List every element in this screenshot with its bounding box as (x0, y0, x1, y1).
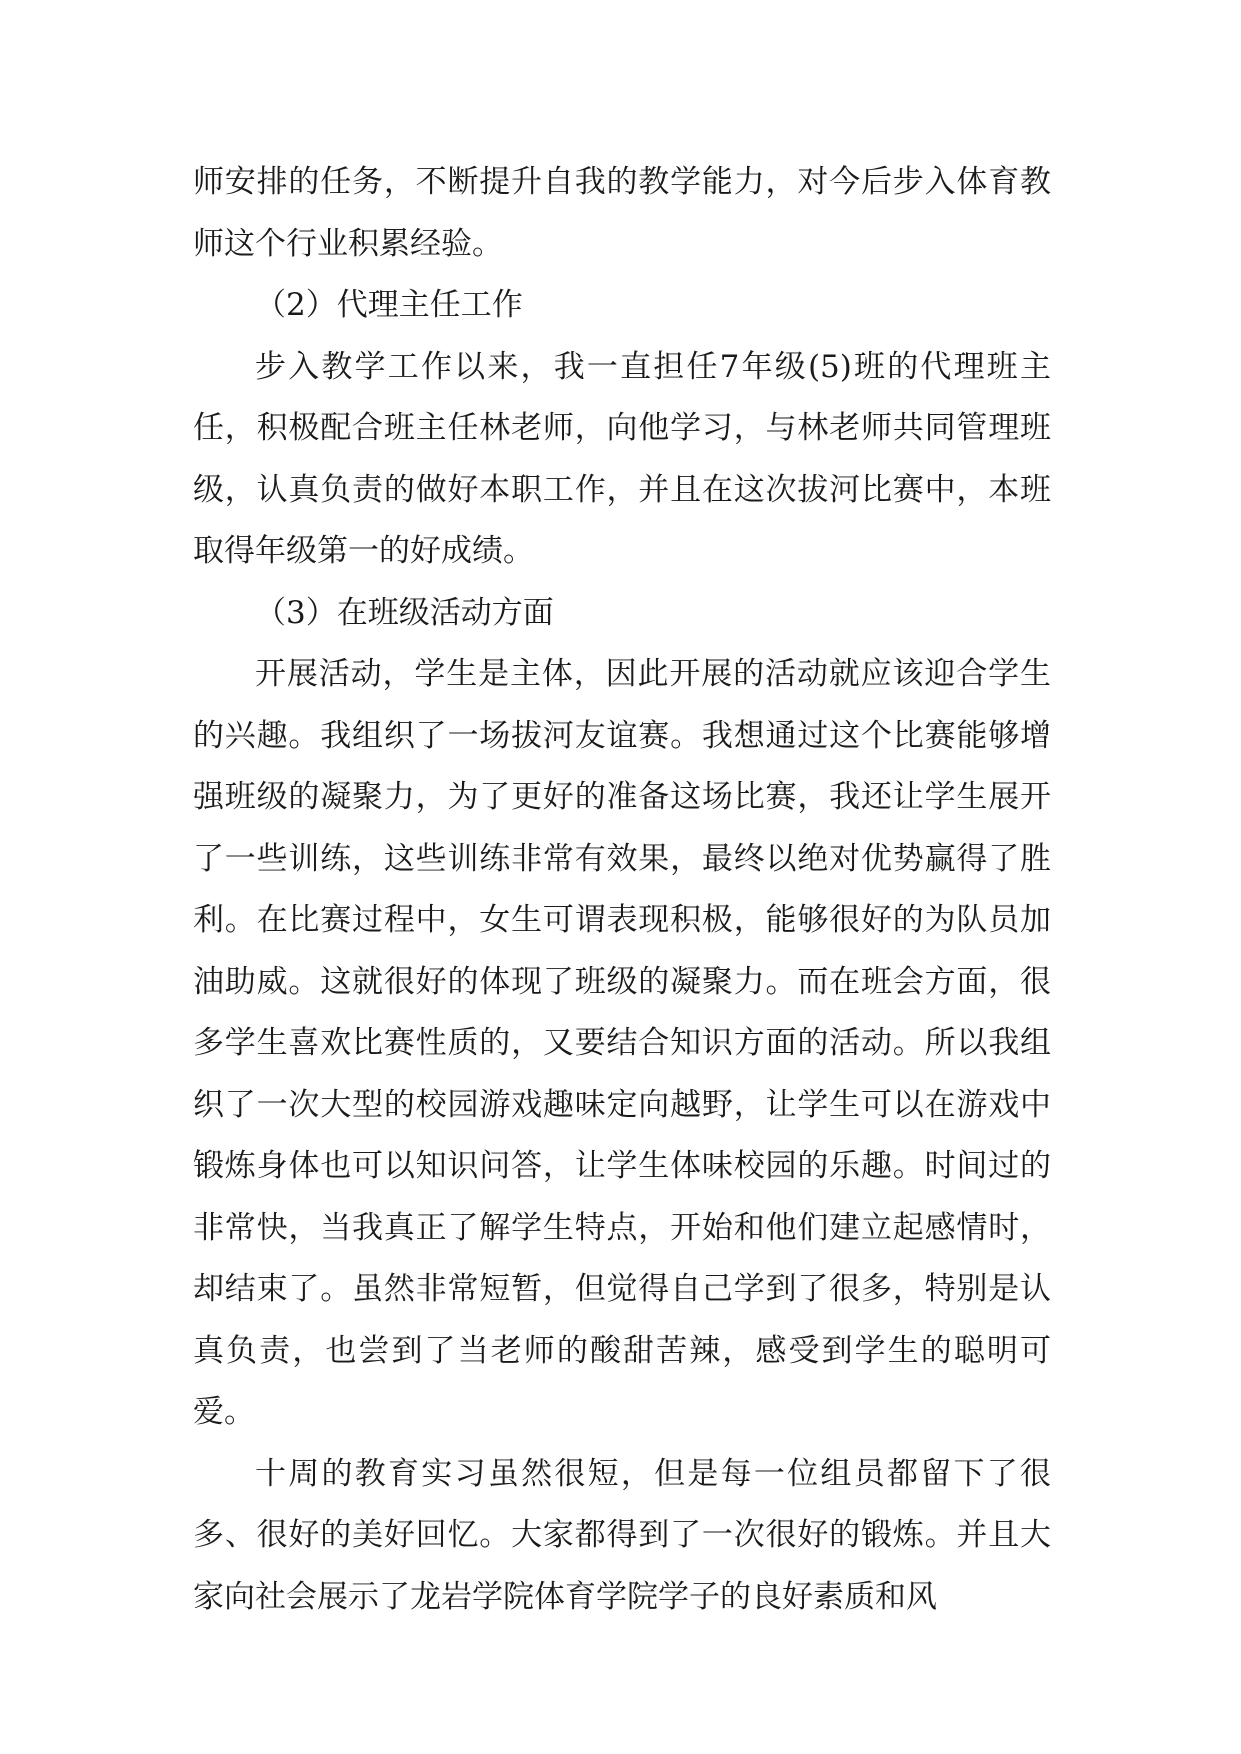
body-paragraph: 开展活动，学生是主体，因此开展的活动就应该迎合学生的兴趣。我组织了一场拔河友谊赛。我想通过这个比赛能够增强班级的凝聚力，为了更好的准备这场比赛，我还让学生展开了一些训练，这些训练非常有效果，最终以绝对优势赢得了胜利。在比赛过程中，女生可谓表现积极，能够很好的为队员加油助威。这就很好的体现了班级的凝聚力。而在班会方面，很多学生喜欢比赛性质的，又要结合知识方面的活动。所以我组织了一次大型的校园游戏趣味定向越野，让学生可以在游戏中锻炼身体也可以知识问答，让学生体味校园的乐趣。时间过的非常快，当我真正了解学生特点，开始和他们建立起感情时，却结束了。虽然非常短暂，但觉得自己学到了很多，特别是认真负责，也尝到了当老师的酸甜苦辣，感受到学生的聪明可爱。 (193, 656, 1051, 1430)
section-heading-3: （3）在班级活动方面 (255, 594, 554, 631)
continuation-paragraph: 师安排的任务，不断提升自我的教学能力，对今后步入体育教师这个行业积累经验。 (193, 164, 1051, 262)
body-paragraph: 十周的教育实习虽然很短，但是每一位组员都留下了很多、很好的美好回忆。大家都得到了一次很好的锻炼。并且大家向社会展示了龙岩学院体育学院学子的良好素质和风 (193, 1455, 1051, 1615)
section-heading-2: （2）代理主任工作 (255, 287, 523, 323)
body-paragraph: 步入教学工作以来，我一直担任7年级(5)班的代理班主任，积极配合班主任林老师，向他学习，与林老师共同管理班级，认真负责的做好本职工作，并且在这次拔河比赛中，本班取得年级第一的好成绩。 (193, 348, 1051, 569)
